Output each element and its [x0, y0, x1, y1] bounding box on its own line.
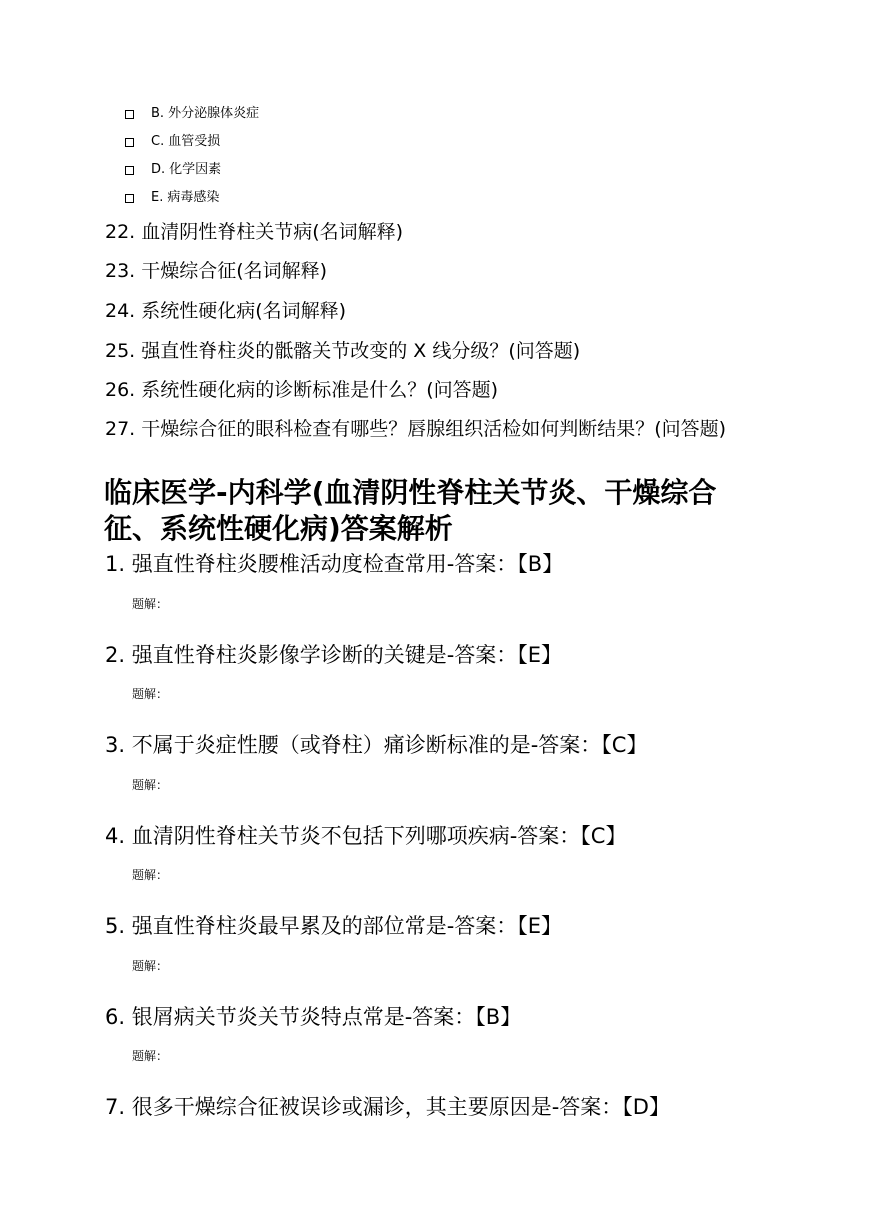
question-24: 24. 系统性硬化病(名词解释) [105, 300, 347, 322]
option-text: 病毒感染 [167, 190, 220, 205]
explanation-label: 题解： [132, 1049, 169, 1063]
answer-2: 2. 强直性脊柱炎影像学诊断的关键是-答案：【E】 [105, 643, 563, 667]
explanation-label: 题解： [132, 597, 169, 611]
answer-3: 3. 不属于炎症性腰（或脊柱）痛诊断标准的是-答案：【C】 [105, 733, 648, 757]
option-b[interactable] [125, 104, 259, 124]
question-27: 27. 干燥综合征的眼科检查有哪些？唇腺组织活检如何判断结果？(问答题) [105, 418, 727, 440]
option-text: 血管受损 [168, 134, 221, 149]
explanation-label: 题解： [132, 687, 169, 701]
explanation-label: 题解： [132, 959, 169, 973]
explanation-label: 题解： [132, 778, 169, 792]
checkbox-icon[interactable] [125, 110, 134, 119]
explanation-label: 题解： [132, 868, 169, 882]
option-letter: E. [151, 190, 164, 205]
question-26: 26. 系统性硬化病的诊断标准是什么？(问答题) [105, 379, 499, 401]
option-letter: C. [151, 134, 165, 149]
answer-4: 4. 血清阴性脊柱关节炎不包括下列哪项疾病-答案：【C】 [105, 824, 627, 848]
checkbox-icon[interactable] [125, 166, 134, 175]
answer-1: 1. 强直性脊柱炎腰椎活动度检查常用-答案：【B】 [105, 552, 564, 576]
checkbox-icon[interactable] [125, 138, 134, 147]
question-25: 25. 强直性脊柱炎的骶髂关节改变的 X 线分级？(问答题) [105, 340, 581, 362]
question-22: 22. 血清阴性脊柱关节病(名词解释) [105, 221, 404, 243]
option-text: 外分泌腺体炎症 [168, 106, 260, 121]
section-title: 临床医学-内科学(血清阴性脊柱关节炎、干燥综合征、系统性硬化病)答案解析 [104, 476, 717, 545]
answer-5: 5. 强直性脊柱炎最早累及的部位常是-答案：【E】 [105, 914, 563, 938]
option-letter: D. [151, 162, 166, 177]
option-e[interactable] [125, 188, 219, 208]
answer-7: 7. 很多干燥综合征被误诊或漏诊，其主要原因是-答案：【D】 [105, 1095, 670, 1119]
answer-6: 6. 银屑病关节炎关节炎特点常是-答案：【B】 [105, 1005, 522, 1029]
checkbox-icon[interactable] [125, 194, 134, 203]
option-letter: B. [151, 106, 165, 121]
question-23: 23. 干燥综合征(名词解释) [105, 260, 328, 282]
option-text: 化学因素 [169, 162, 222, 177]
option-d[interactable] [125, 160, 221, 180]
option-c[interactable] [125, 132, 220, 152]
